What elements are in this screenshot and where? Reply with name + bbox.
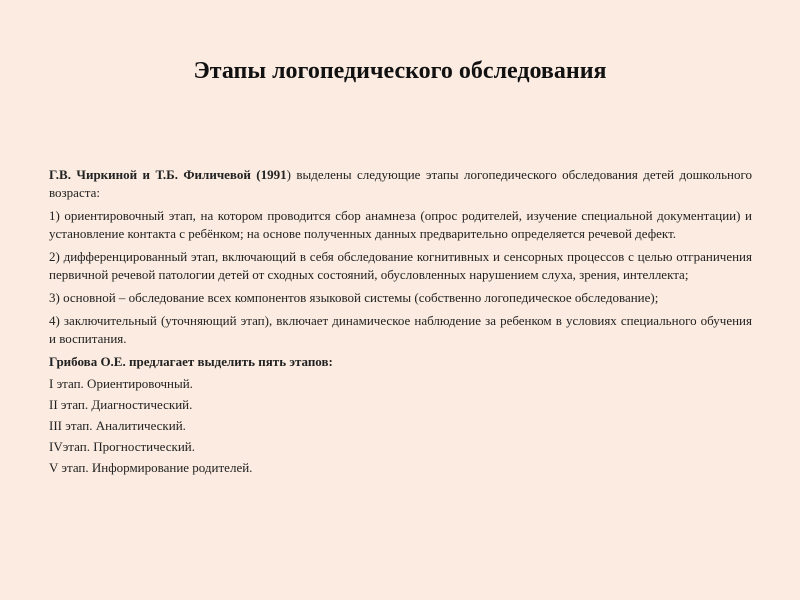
gribova-stage-5: V этап. Информирование родителей. [49, 460, 253, 475]
gribova-stage-3: III этап. Аналитический. [49, 418, 186, 433]
stage-2: 2) дифференцированный этап, включающий в себя обследование когнитивных и сенсорных процессов с целью отграничения первичной речевой патологии детей от сходных состояний, обусловленных нарушением слуха, зрения, интеллекта; [49, 249, 752, 282]
slide-body [49, 166, 752, 480]
gribova-stage-2: II этап. Диагностический. [49, 397, 193, 412]
gribova-stage-4: IVэтап. Прогностический. [49, 439, 195, 454]
intro-authors: Г.В. Чиркиной и Т.Б. Филичевой (1991 [49, 167, 287, 182]
slide-title: Этапы логопедического обследования [193, 58, 607, 84]
stage-1: 1) ориентировочный этап, на котором проводится сбор анамнеза (опрос родителей, изучение специальной документации) и установление контакта с ребёнком; на основе полученных данных предварительно определяется речевой дефект. [49, 208, 752, 241]
gribova-heading: Грибова О.Е. предлагает выделить пять этапов: [49, 354, 333, 369]
intro-text: ) выделены следующие этапы логопедического обследования детей дошкольного возраста: [49, 167, 752, 200]
stage-3: 3) основной – обследование всех компонентов языковой системы (собственно логопедическое обследование); [49, 290, 659, 305]
gribova-stage-1: I этап. Ориентировочный. [49, 376, 193, 391]
intro-paragraph [49, 166, 752, 202]
stage-4: 4) заключительный (уточняющий этап), включает динамическое наблюдение за ребенком в условиях специального обучения и воспитания. [49, 313, 752, 346]
